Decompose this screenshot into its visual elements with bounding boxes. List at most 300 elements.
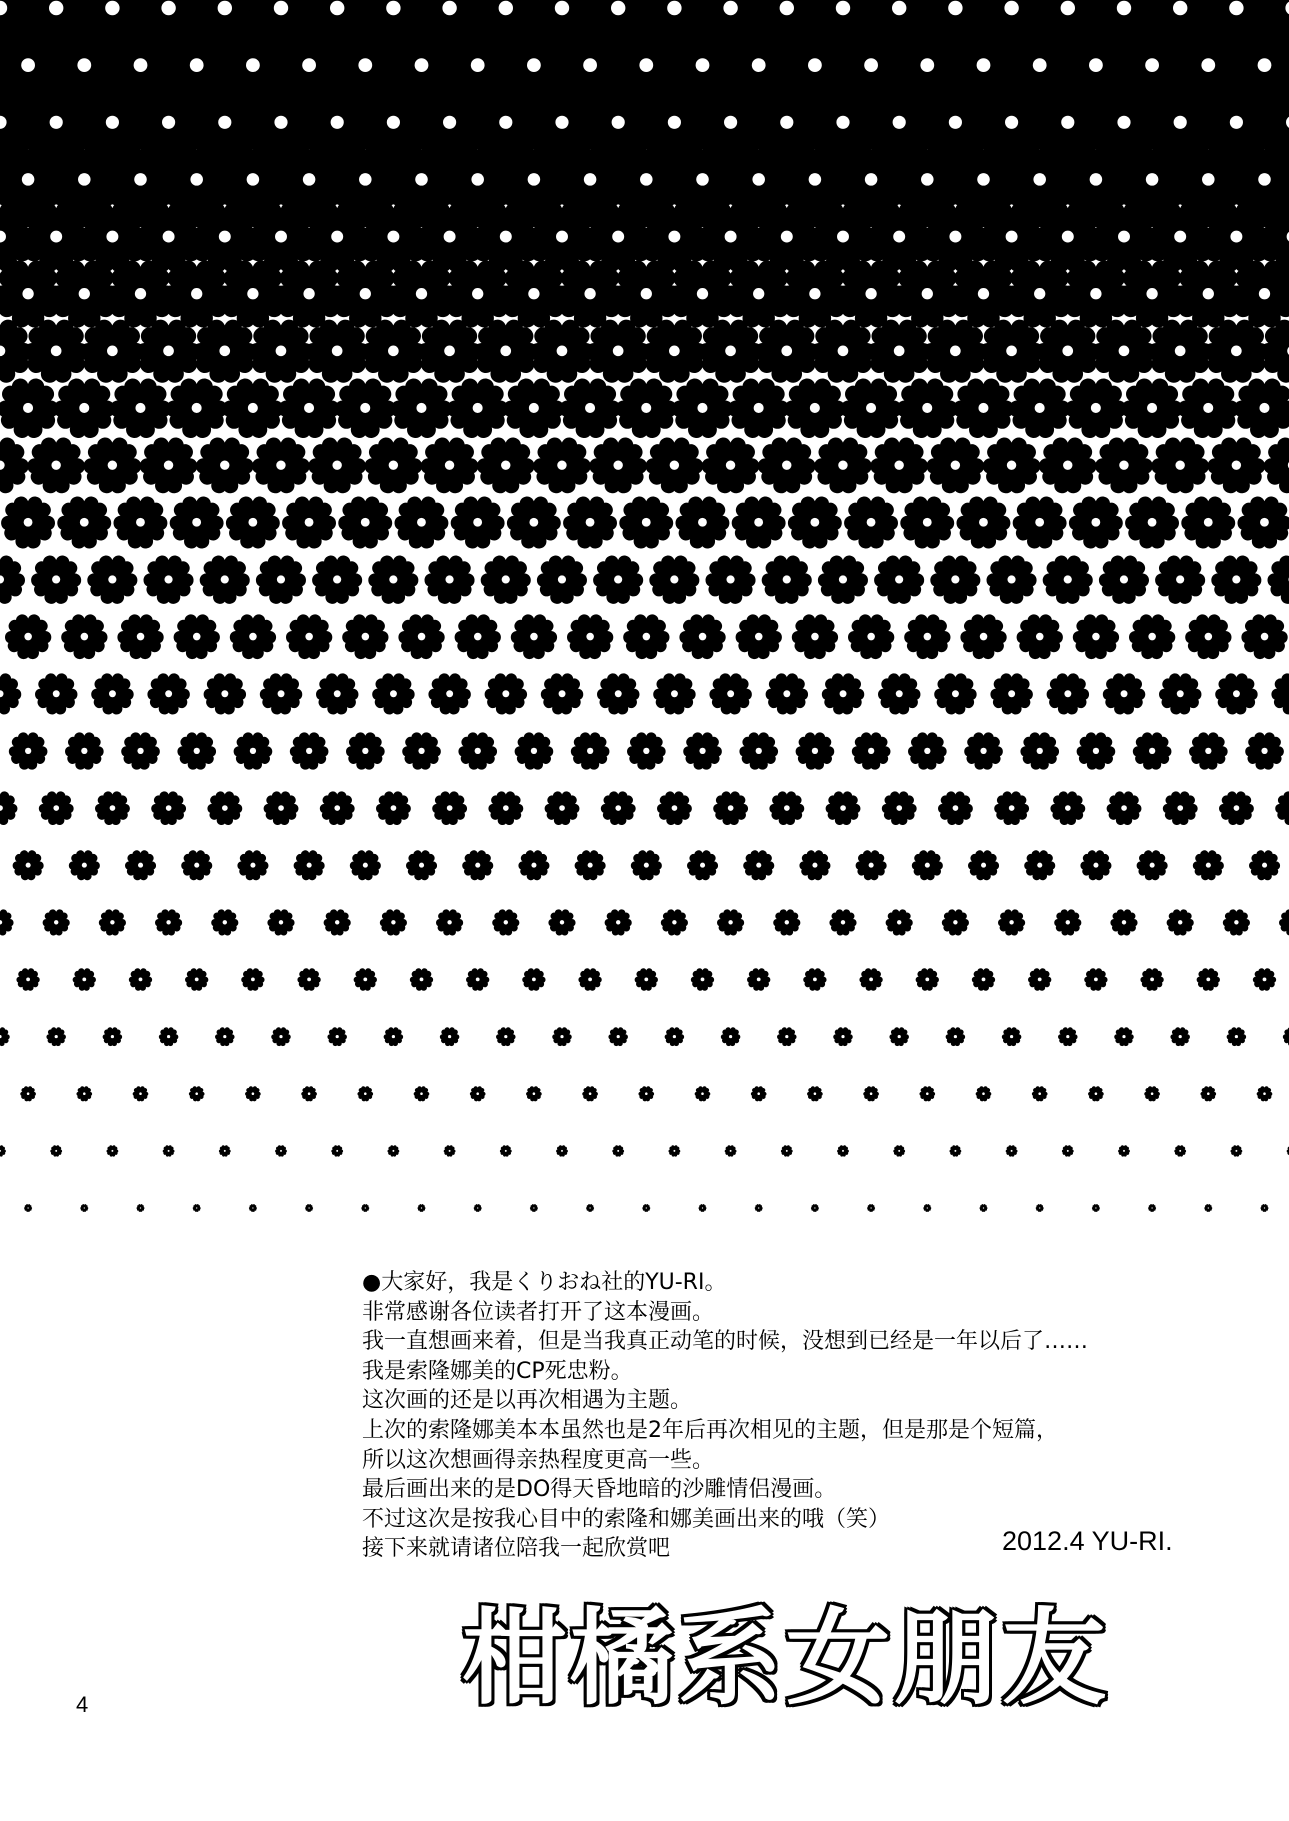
clover-icon <box>1101 673 1147 716</box>
clover-icon <box>1118 1145 1131 1157</box>
clover-icon <box>46 1027 67 1047</box>
clover-icon <box>491 909 520 937</box>
clover-icon <box>154 909 183 937</box>
clover-icon <box>531 438 593 497</box>
clover-icon <box>1231 379 1289 442</box>
clover-icon <box>664 1027 685 1047</box>
clover-icon <box>1088 1086 1105 1102</box>
clover-icon <box>915 968 940 992</box>
clover-icon <box>266 909 295 937</box>
clover-icon <box>150 791 187 827</box>
clover-icon <box>60 614 110 661</box>
clover-icon <box>855 850 888 882</box>
clover-icon <box>319 791 356 827</box>
clover-icon <box>698 1204 707 1212</box>
clover-icon <box>1097 555 1151 606</box>
clover-icon <box>218 1145 231 1157</box>
clover-icon <box>1119 379 1185 442</box>
clover-icon <box>180 850 213 882</box>
clover-icon <box>445 379 511 442</box>
clover-icon <box>746 968 771 992</box>
clover-icon <box>0 909 15 937</box>
clover-icon <box>250 438 312 497</box>
clover-icon <box>1105 791 1142 827</box>
clover-icon <box>1162 791 1199 827</box>
clover-icon <box>107 379 173 442</box>
clover-icon <box>25 438 87 497</box>
clover-icon <box>164 379 230 442</box>
clover-icon <box>950 379 1016 442</box>
clover-icon <box>120 732 161 771</box>
clover-icon <box>349 850 382 882</box>
clover-icon <box>245 1086 262 1102</box>
clover-icon <box>1148 1204 1157 1212</box>
clover-icon <box>64 732 105 771</box>
clover-icon <box>686 850 719 882</box>
clover-icon <box>660 909 689 937</box>
clover-icon <box>50 1145 63 1157</box>
clover-icon <box>547 909 576 937</box>
clover-icon <box>708 673 754 716</box>
clover-icon <box>963 732 1004 771</box>
clover-icon <box>928 555 982 606</box>
clover-icon <box>1278 909 1289 937</box>
clover-icon <box>301 1086 318 1102</box>
clover-icon <box>850 732 891 771</box>
clover-icon <box>780 1145 793 1157</box>
clover-icon <box>517 850 550 882</box>
clover-icon <box>0 673 23 716</box>
clover-icon <box>1092 1204 1101 1212</box>
clover-icon <box>449 496 507 551</box>
clover-icon <box>1071 614 1121 661</box>
clover-icon <box>401 732 442 771</box>
clover-icon <box>668 1145 681 1157</box>
clover-icon <box>678 614 728 661</box>
clover-icon <box>240 968 265 992</box>
clover-icon <box>184 968 209 992</box>
clover-icon <box>526 1086 543 1102</box>
clover-icon <box>643 438 705 497</box>
clover-icon <box>1075 732 1116 771</box>
clover-icon <box>439 1027 460 1047</box>
clover-icon <box>565 614 615 661</box>
clover-icon <box>1019 732 1060 771</box>
clover-icon <box>630 850 663 882</box>
clover-icon <box>1204 1204 1213 1212</box>
clover-icon <box>1041 555 1095 606</box>
clover-icon <box>530 1204 539 1212</box>
clover-icon <box>868 438 930 497</box>
clover-icon <box>945 1027 966 1047</box>
clover-icon <box>220 379 286 442</box>
clover-icon <box>1262 438 1289 497</box>
clover-icon <box>1227 261 1289 332</box>
clover-icon <box>543 791 580 827</box>
clover-icon <box>90 673 136 716</box>
clover-icon <box>1123 496 1181 551</box>
clover-icon <box>967 850 1000 882</box>
clover-icon <box>802 968 827 992</box>
clover-icon <box>782 379 848 442</box>
clover-icon <box>867 1204 876 1212</box>
clover-icon <box>435 909 464 937</box>
clover-icon <box>1218 791 1255 827</box>
clover-icon <box>652 673 698 716</box>
clover-icon <box>1205 438 1267 497</box>
clover-icon <box>366 555 420 606</box>
clover-icon <box>933 673 979 716</box>
clover-icon <box>194 438 256 497</box>
clover-icon <box>1256 1086 1273 1102</box>
clover-icon <box>461 850 494 882</box>
clover-icon <box>1226 1027 1247 1047</box>
afterword-line: 最后画出来的是DO得天昏地暗的沙雕情侣漫画。 <box>362 1477 837 1503</box>
clover-icon <box>1023 850 1056 882</box>
clover-icon <box>1282 1027 1289 1047</box>
clover-icon <box>911 850 944 882</box>
clover-icon <box>417 1204 426 1212</box>
clover-icon <box>1093 438 1155 497</box>
afterword-line: 不过这次是按我心目中的索隆和娜美画出来的哦（笑） <box>362 1506 891 1532</box>
clover-icon <box>192 1204 201 1212</box>
clover-icon <box>1005 1145 1018 1157</box>
clover-icon <box>280 496 338 551</box>
clover-icon <box>1214 673 1260 716</box>
afterword-line: 所以这次想画得亲热程度更高一些。 <box>362 1447 715 1473</box>
clover-icon <box>1209 555 1263 606</box>
clover-icon <box>724 1145 737 1157</box>
clover-icon <box>1166 909 1195 937</box>
clover-icon <box>1196 968 1221 992</box>
clover-icon <box>16 968 41 992</box>
clover-icon <box>1248 850 1281 882</box>
clover-icon <box>582 1086 599 1102</box>
clover-icon <box>674 496 732 551</box>
clover-icon <box>1045 673 1091 716</box>
clover-icon <box>487 791 524 827</box>
clover-icon <box>1188 732 1229 771</box>
clover-icon <box>383 1027 404 1047</box>
clover-icon <box>72 968 97 992</box>
clover-icon <box>1266 555 1289 606</box>
clover-icon <box>971 968 996 992</box>
clover-icon <box>206 791 243 827</box>
clover-icon <box>786 496 844 551</box>
clover-icon <box>716 909 745 937</box>
clover-icon <box>258 673 304 716</box>
clover-icon <box>872 555 926 606</box>
clover-icon <box>730 496 788 551</box>
page-number: 4 <box>76 1692 89 1717</box>
clover-icon <box>587 438 649 497</box>
clover-icon <box>1011 496 1069 551</box>
clover-icon <box>0 1145 6 1157</box>
clover-icon <box>176 732 217 771</box>
clover-icon <box>1179 496 1237 551</box>
clover-icon <box>475 438 537 497</box>
clover-icon <box>262 791 299 827</box>
clover-icon <box>595 673 641 716</box>
clover-icon <box>158 1027 179 1047</box>
clover-icon <box>38 791 75 827</box>
clover-icon <box>357 1086 374 1102</box>
clover-icon <box>284 614 334 661</box>
clover-icon <box>712 791 749 827</box>
clover-icon <box>790 614 840 661</box>
clover-icon <box>734 614 784 661</box>
clover-icon <box>336 496 394 551</box>
author-signature: 2012.4 YU-RI. <box>1002 1526 1173 1556</box>
clover-icon <box>1149 438 1211 497</box>
clover-icon <box>1031 1086 1048 1102</box>
clover-icon <box>1222 909 1251 937</box>
clover-icon <box>3 614 53 661</box>
clover-icon <box>1230 1145 1243 1157</box>
clover-icon <box>1136 850 1169 882</box>
clover-icon <box>483 673 529 716</box>
clover-icon <box>323 909 352 937</box>
clover-icon <box>1053 909 1082 937</box>
clover-icon <box>833 1027 854 1047</box>
clover-icon <box>704 555 758 606</box>
clover-icon <box>981 438 1043 497</box>
clover-icon <box>457 732 498 771</box>
clover-icon <box>55 496 113 551</box>
clover-icon <box>29 555 83 606</box>
clover-icon <box>600 791 637 827</box>
clover-icon <box>198 555 252 606</box>
clover-icon <box>1157 673 1203 716</box>
clover-icon <box>837 1145 850 1157</box>
clover-icon <box>859 968 884 992</box>
clover-icon <box>271 1027 292 1047</box>
clover-icon <box>1192 850 1225 882</box>
clover-icon <box>341 614 391 661</box>
clover-icon <box>1027 968 1052 992</box>
clover-icon <box>1114 1027 1135 1047</box>
clover-icon <box>1270 673 1289 716</box>
clover-icon <box>362 438 424 497</box>
clover-icon <box>1258 320 1289 387</box>
clover-icon <box>894 379 960 442</box>
afterword-line: ●大家好，我是くりおね社的YU-RI。 <box>362 1270 727 1295</box>
afterword-line: 非常感谢各位读者打开了这本漫画。 <box>362 1299 715 1325</box>
clover-icon <box>569 732 610 771</box>
clover-icon <box>1240 614 1289 661</box>
clover-icon <box>375 791 412 827</box>
clover-icon <box>694 1086 711 1102</box>
clover-icon <box>949 1145 962 1157</box>
clover-icon <box>907 732 948 771</box>
clover-icon <box>647 555 701 606</box>
clover-icon <box>85 555 139 606</box>
clover-icon <box>146 673 192 716</box>
clover-icon <box>924 438 986 497</box>
clover-icon <box>586 1204 595 1212</box>
afterword-line: 这次画的还是以再次相遇为主题。 <box>362 1388 693 1414</box>
clover-icon <box>1015 614 1065 661</box>
clover-icon <box>116 614 166 661</box>
clover-icon <box>997 909 1026 937</box>
clover-icon <box>772 909 801 937</box>
clover-icon <box>955 496 1013 551</box>
afterword-line: 我是索隆娜美的CP死忠粉。 <box>362 1358 633 1384</box>
clover-icon <box>690 968 715 992</box>
clover-icon <box>1170 1027 1191 1047</box>
clover-icon <box>0 791 19 827</box>
clover-icon <box>876 673 922 716</box>
clover-icon <box>232 732 273 771</box>
clover-icon <box>495 1027 516 1047</box>
clover-icon <box>513 732 554 771</box>
clover-icon <box>1063 379 1129 442</box>
clover-icon <box>310 555 364 606</box>
clover-icon <box>306 438 368 497</box>
clover-icon <box>634 968 659 992</box>
clover-icon <box>591 555 645 606</box>
clover-icon <box>409 968 434 992</box>
clover-icon <box>1035 1204 1044 1212</box>
afterword-line: 上次的索隆娜美本本虽然也是2年后再次相见的主题，但是那是个短篇， <box>362 1417 1058 1443</box>
clover-icon <box>387 1145 400 1157</box>
clover-icon <box>642 1204 651 1212</box>
clover-icon <box>764 673 810 716</box>
clover-icon <box>552 1027 573 1047</box>
clover-icon <box>138 438 200 497</box>
clover-icon <box>305 1204 314 1212</box>
clover-icon <box>937 791 974 827</box>
clover-icon <box>51 379 117 442</box>
clover-icon <box>1127 614 1177 661</box>
clover-icon <box>1061 1145 1074 1157</box>
clover-icon <box>561 496 619 551</box>
clover-icon <box>327 1027 348 1047</box>
clover-icon <box>20 1086 37 1102</box>
clover-icon <box>431 791 468 827</box>
clover-icon <box>288 732 329 771</box>
book-title <box>462 1598 1142 1718</box>
clover-icon <box>798 850 831 882</box>
clover-icon <box>816 555 870 606</box>
clover-icon <box>224 496 282 551</box>
clover-icon <box>465 968 490 992</box>
clover-icon <box>188 1086 205 1102</box>
clover-icon <box>1252 968 1277 992</box>
clover-icon <box>443 1145 456 1157</box>
clover-icon <box>756 438 818 497</box>
clover-icon <box>132 1086 149 1102</box>
clover-icon <box>419 438 481 497</box>
clover-icon <box>473 1204 482 1212</box>
clover-icon <box>353 968 378 992</box>
clover-icon <box>1057 1027 1078 1047</box>
clover-icon <box>1079 850 1112 882</box>
clover-icon <box>1175 379 1241 442</box>
clover-icon <box>885 909 914 937</box>
clover-icon <box>726 379 792 442</box>
clover-icon <box>811 1204 820 1212</box>
clover-icon <box>898 496 956 551</box>
clover-icon <box>1007 379 1073 442</box>
clover-icon <box>168 496 226 551</box>
clover-icon <box>42 909 71 937</box>
afterword-line: 我一直想画来着，但是当我真正动笔的时候，没想到已经是一年以后了…… <box>362 1329 1089 1355</box>
clover-icon <box>0 379 61 442</box>
clover-icon <box>656 791 693 827</box>
clover-icon <box>505 496 563 551</box>
clover-icon <box>842 496 900 551</box>
clover-icon <box>754 1204 763 1212</box>
book-title-text: 柑橘系女朋友 <box>462 1597 1111 1719</box>
clover-icon <box>393 496 451 551</box>
clover-icon <box>210 909 239 937</box>
clover-icon <box>1083 968 1108 992</box>
clover-icon <box>76 1086 93 1102</box>
clover-icon <box>578 968 603 992</box>
clover-icon <box>919 1086 936 1102</box>
clover-icon <box>68 850 101 882</box>
clover-icon <box>124 850 157 882</box>
clover-icon <box>332 379 398 442</box>
clover-icon <box>738 732 779 771</box>
clover-icon <box>612 1145 625 1157</box>
clover-icon <box>1131 732 1172 771</box>
clover-icon <box>1049 791 1086 827</box>
clover-icon <box>397 614 447 661</box>
clover-icon <box>1174 1145 1187 1157</box>
clover-icon <box>557 379 623 442</box>
clover-icon <box>923 1204 932 1212</box>
clover-icon <box>750 1086 767 1102</box>
clover-icon <box>236 850 269 882</box>
clover-icon <box>388 379 454 442</box>
clover-icon <box>776 1027 797 1047</box>
clover-icon <box>228 614 278 661</box>
clover-icon <box>608 1027 629 1047</box>
afterword-text <box>362 1268 1202 1564</box>
clover-icon <box>371 673 417 716</box>
clover-icon <box>345 732 386 771</box>
clover-icon <box>979 1204 988 1212</box>
clover-icon <box>314 673 360 716</box>
clover-icon <box>509 614 559 661</box>
clover-icon <box>669 379 735 442</box>
clover-icon <box>7 732 48 771</box>
clover-icon <box>1067 496 1125 551</box>
clover-icon <box>638 1086 655 1102</box>
clover-icon <box>720 1027 741 1047</box>
clover-icon <box>993 791 1030 827</box>
clover-icon <box>794 732 835 771</box>
clover-icon <box>501 379 567 442</box>
clover-icon <box>249 1204 258 1212</box>
clover-icon <box>293 850 326 882</box>
clover-icon <box>959 614 1009 661</box>
clover-icon <box>1153 555 1207 606</box>
afterword-line: 接下来就请诸位陪我一起欣赏吧 <box>362 1536 671 1562</box>
clover-icon <box>405 850 438 882</box>
clover-icon <box>33 673 79 716</box>
clover-icon <box>98 909 127 937</box>
clover-icon <box>479 555 533 606</box>
clover-icon <box>128 968 153 992</box>
clover-icon <box>94 791 131 827</box>
clover-icon <box>1274 791 1289 827</box>
clover-icon <box>453 614 503 661</box>
clover-icon <box>903 614 953 661</box>
clover-icon <box>1109 909 1138 937</box>
